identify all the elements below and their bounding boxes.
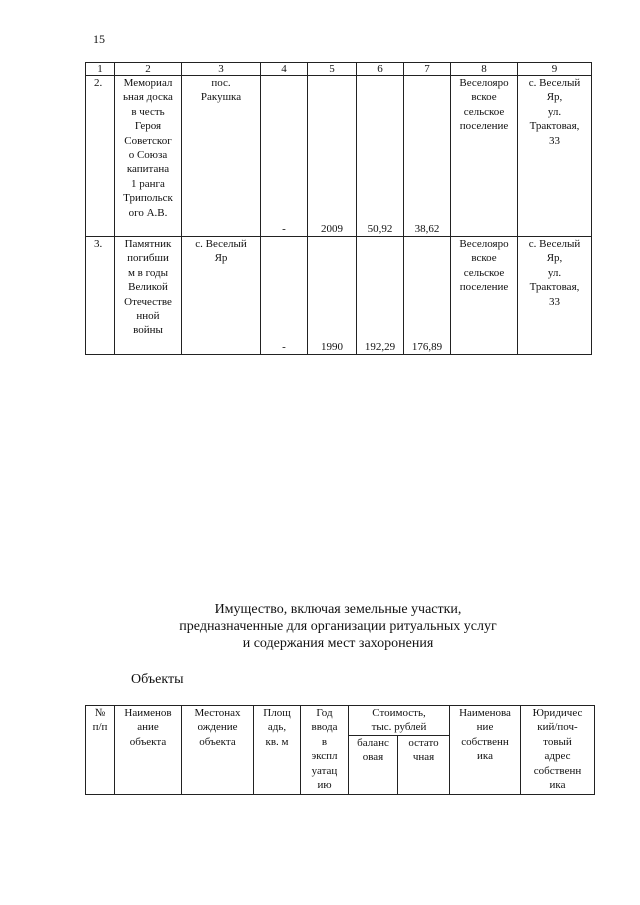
- owner-address: с. Веселый Яр, ул. Трактовая, 33: [518, 237, 592, 355]
- objects-subheading: Объекты: [131, 672, 184, 687]
- property-table-continuation: [85, 62, 592, 355]
- header-owner-name: Наименова ние собственн ика: [450, 706, 521, 795]
- commission-year: 1990: [308, 237, 357, 355]
- balance-cost: 50,92: [357, 76, 404, 237]
- page-number: 15: [93, 32, 105, 46]
- column-number: 6: [357, 63, 404, 76]
- objects-table-header: [85, 705, 595, 795]
- header-object-name: Наименов ание объекта: [115, 706, 182, 795]
- residual-cost: 176,89: [404, 237, 451, 355]
- column-number: 8: [451, 63, 518, 76]
- object-location: с. Веселый Яр: [182, 237, 261, 355]
- column-number-row: [86, 63, 592, 76]
- table-row: [86, 237, 592, 355]
- header-balance-cost: баланс овая: [349, 736, 398, 795]
- column-number: 9: [518, 63, 592, 76]
- header-residual-cost: остато чная: [398, 736, 450, 795]
- header-object-location: Местонах ождение объекта: [182, 706, 254, 795]
- header-area: Площ адь, кв. м: [254, 706, 301, 795]
- column-number: 7: [404, 63, 451, 76]
- row-number: 3.: [86, 237, 115, 355]
- section-heading-line: и содержания мест захоронения: [242, 636, 434, 651]
- object-location: пос. Ракушка: [182, 76, 261, 237]
- section-heading-line: Имущество, включая земельные участки,: [214, 602, 462, 617]
- header-cost: Стоимость, тыс. рублей: [349, 706, 450, 736]
- header-commission-year: Год ввода в экспл уатац ию: [301, 706, 349, 795]
- owner-address: с. Веселый Яр, ул. Трактовая, 33: [518, 76, 592, 237]
- owner-name: Веселояро вское сельское поселение: [451, 237, 518, 355]
- column-number: 4: [261, 63, 308, 76]
- column-number: 5: [308, 63, 357, 76]
- object-name: Мемориал ьная доска в честь Героя Советског о Союза капитана 1 ранга Трипольск ого А.В.: [115, 76, 182, 237]
- section-heading: [85, 601, 591, 652]
- header-num: № п/п: [86, 706, 115, 795]
- object-area: -: [261, 237, 308, 355]
- table-row: [86, 76, 592, 237]
- object-area: -: [261, 76, 308, 237]
- row-number: 2.: [86, 76, 115, 237]
- object-name: Памятник погибши м в годы Великой Отечестве нной войны: [115, 237, 182, 355]
- column-number: 3: [182, 63, 261, 76]
- header-row: [86, 706, 595, 736]
- header-owner-address: Юридичес кий/поч- товый адрес собственн ика: [521, 706, 595, 795]
- owner-name: Веселояро вское сельское поселение: [451, 76, 518, 237]
- section-heading-line: предназначенные для организации ритуальных услуг: [179, 619, 497, 634]
- column-number: 2: [115, 63, 182, 76]
- commission-year: 2009: [308, 76, 357, 237]
- column-number: 1: [86, 63, 115, 76]
- balance-cost: 192,29: [357, 237, 404, 355]
- residual-cost: 38,62: [404, 76, 451, 237]
